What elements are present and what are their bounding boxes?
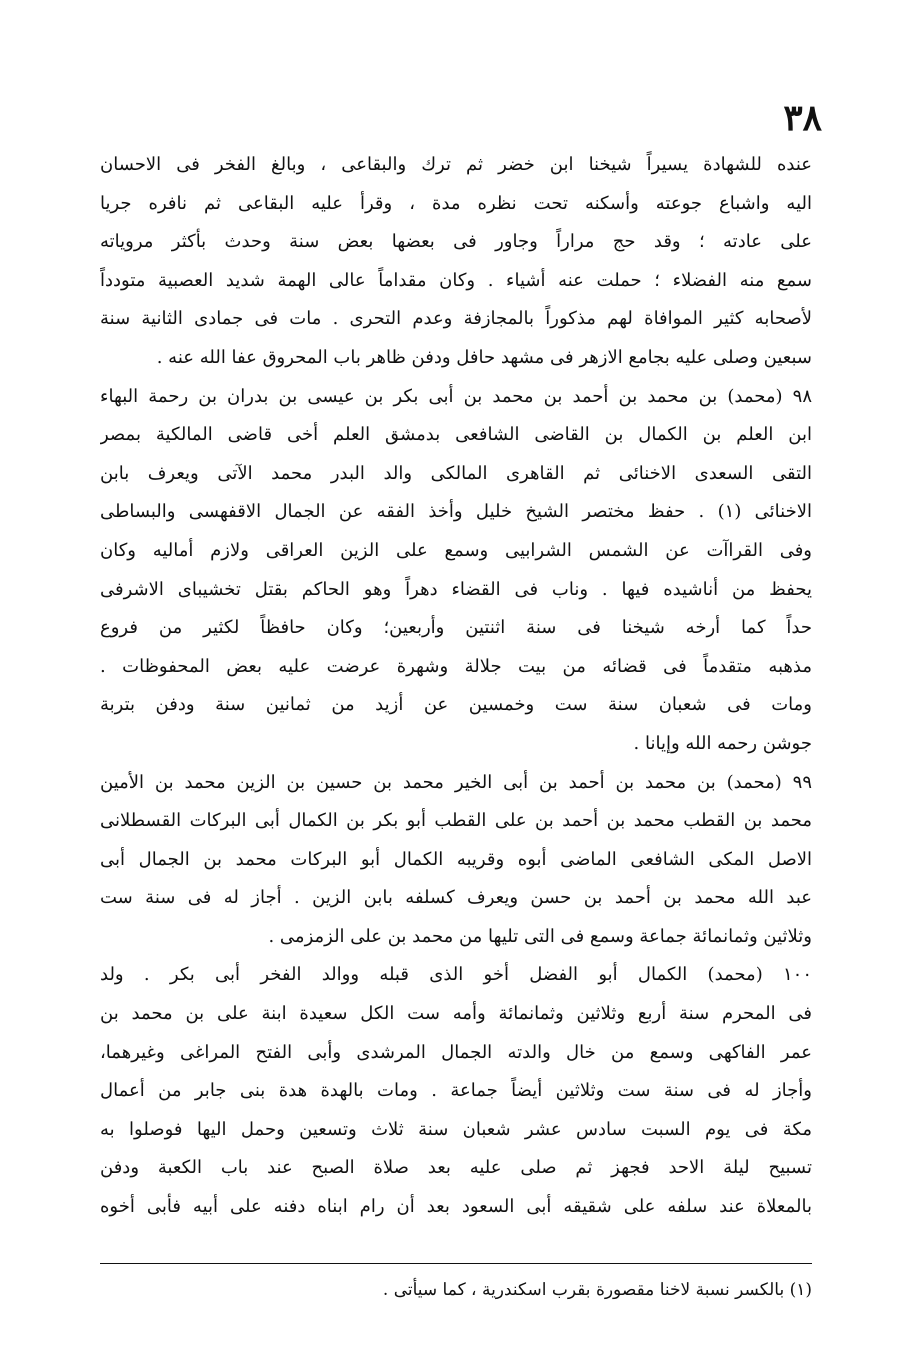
page-number: ٣٨	[783, 97, 822, 139]
text-line: عمر الفاكهى وسمع من خال والدته الجمال المرشدى وأبى الفتح المراغى وغيرهما،	[100, 1041, 812, 1063]
text-line: حداً كما أرخه شيخنا فى سنة اثنتين وأربعين؛ وكان حافظاً لكثير من فروع	[100, 617, 812, 639]
text-line: لأصحابه كثير الموافاة لهم مذكوراً بالمجازفة وعدم التحرى . مات فى جمادى الثانية سنة	[100, 308, 812, 330]
text-line: على عادته ؛ وقد حج مراراً وجاور فى بعضها بعض سنة وحدث بأكثر مروياته	[100, 231, 812, 253]
text-line: جوشن رحمه الله وإيانا .	[633, 732, 812, 754]
body-text	[100, 146, 812, 1227]
text-line: الاصل المكى الشافعى الماضى أبوه وقريبه الكمال أبو البركات محمد بن الجمال أبى	[100, 848, 812, 870]
text-line: عبد الله محمد بن أحمد بن حسن ويعرف كسلفه بابن الزين . أجاز له فى سنة ست	[100, 887, 812, 909]
footnote: (١) بالكسر نسبة لاخنا مقصورة بقرب اسكندرية ، كما سيأتى .	[382, 1280, 812, 1300]
text-line: الاخنائى (١) . حفظ مختصر الشيخ خليل وأخذ الفقه عن الجمال الاقفهسى والبساطى	[100, 501, 812, 523]
entry-100-line: ١٠٠ (محمد) الكمال أبو الفضل أخو الذى قبله ووالد الفخر أبى بكر . ولد	[100, 964, 812, 986]
text-line: تسبيح ليلة الاحد فجهز ثم صلى عليه بعد صلاة الصبح عند باب الكعبة ودفن	[100, 1157, 812, 1179]
text-line: التقى السعدى الاخنائى ثم القاهرى المالكى والد البدر محمد الآتى ويعرف بابن	[100, 462, 812, 484]
text-line: فى المحرم سنة أربع وثلاثين وثمانمائة وأمه ست الكل سعيدة ابنة على بن محمد بن	[100, 1003, 812, 1025]
text-line: وأجاز له فى سنة ست وثلاثين أيضاً جماعة . ومات بالهدة هدة بنى جابر من أعمال	[100, 1080, 812, 1102]
text-line: محمد بن القطب محمد بن أحمد بن على القطب أبو بكر بن الكمال أبى البركات القسطلانى	[100, 810, 812, 832]
text-line: وفى القراآت عن الشمس الشرابيى وسمع على الزين العراقى ولازم أماليه وكان	[100, 539, 812, 561]
text-line: سبعين وصلى عليه بجامع الازهر فى مشهد حافل ودفن ظاهر باب المحروق عفا الله عنه .	[156, 346, 812, 368]
text-line: سمع منه الفضلاء ؛ حملت عنه أشياء . وكان مقداماً عالى الهمة شديد العصبية متودداً	[100, 269, 812, 291]
entry-98-line: ٩٨ (محمد) بن محمد بن أحمد بن محمد بن أبى بكر بن عيسى بن بدران بن رحمة البهاء	[100, 385, 812, 407]
text-line: مذهبه متقدماً فى قضائه من بيت جلالة وشهرة عرضت عليه بعض المحفوظات .	[100, 655, 812, 677]
footnote-divider	[100, 1263, 812, 1264]
text-line: يحفظ من أناشيده فيها . وناب فى القضاء دهراً وهو الحاكم بقتل تخشيباى الاشرفى	[100, 578, 812, 600]
text-line: ومات فى شعبان سنة ست وخمسين عن أزيد من ثمانين سنة ودفن بتربة	[100, 694, 812, 716]
text-line: مكة فى يوم السبت سادس عشر شعبان سنة ثلاث وتسعين وحمل اليها فوصلوا به	[100, 1118, 812, 1140]
text-line: ابن العلم بن الكمال بن القاضى الشافعى بدمشق العلم أخى قاضى المالكية بمصر	[100, 424, 812, 446]
text-line: وثلاثين وثمانمائة جماعة وسمع فى التى تليها من محمد بن على الزمزمى .	[268, 925, 812, 947]
entry-99-line: ٩٩ (محمد) بن محمد بن أحمد بن أبى الخير محمد بن حسين بن الزين محمد بن الأمين	[100, 771, 812, 793]
text-line: اليه واشباع جوعته وأسكنه تحت نظره مدة ، وقرأ عليه البقاعى ثم نافره جريا	[100, 192, 812, 214]
text-line: عنده للشهادة يسيراً شيخنا ابن خضر ثم ترك والبقاعى ، وبالغ الفخر فى الاحسان	[100, 154, 812, 175]
text-line: بالمعلاة عند سلفه على شقيقه أبى السعود بعد أن رام ابناه دفنه على أبيه فأبى أخوه	[100, 1196, 812, 1218]
